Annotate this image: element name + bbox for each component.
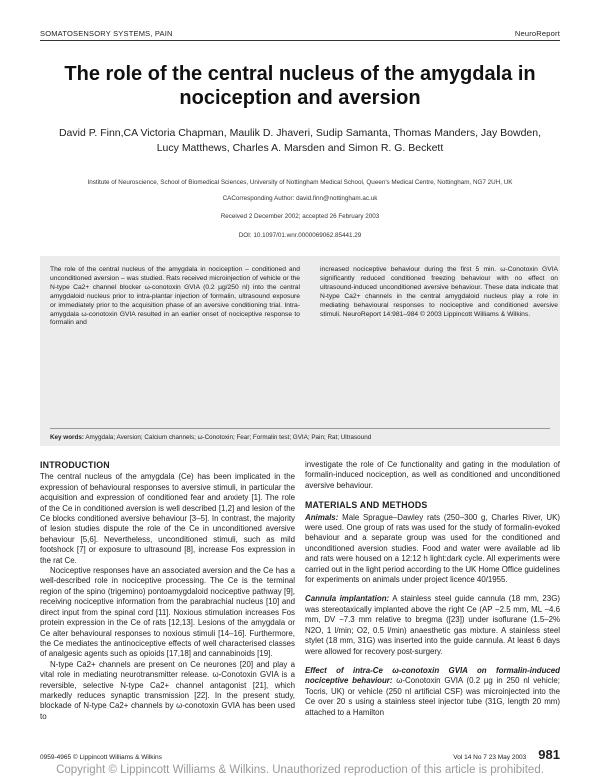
affiliation: Institute of Neuroscience, School of Biomedical Sciences, University of Nottingham Medical School, Queen's Medical Centre, Nottingham, NG7 2UH, UK xyxy=(87,179,513,186)
author-list xyxy=(50,126,550,156)
running-header xyxy=(40,29,560,38)
author-line-2: Lucy Matthews, Charles A. Marsden and Simon R. G. Beckett xyxy=(156,142,444,154)
received-dates: Received 2 December 2002; accepted 26 February 2003 xyxy=(220,213,380,220)
abstract-text-left: The role of the central nucleus of the amygdala in nociception – conditioned and unconditioned aversion – was studied. Rats received microinjection of vehicle or the N-type Ca2+ channel blocker ω-conotoxin GVIA (0.2 µg/250 nl) into the central amygdaloid nucleus prior to intra-plantar injection of formalin, ultrasound exposure or immediately prior to the acquisition phase of an aversive conditioning trial. Intra-amygdala ω-conotoxin GVIA resulted in an earlier onset of nociceptive response to formalin and xyxy=(50,266,300,327)
cannula-subheading: Cannula implantation: xyxy=(305,594,390,604)
keywords-list: Amygdala; Aversion; Calcium channels; ω-Conotoxin; Fear; Formalin test; GVIA; Pain; Rat; Ultrasound xyxy=(85,434,372,441)
intro-paragraph-4: investigate the role of Ce functionality and gating in the modulation of formalin-induced nociception, as well as conditioned and unconditioned aversive behaviour. xyxy=(305,460,560,490)
header-divider xyxy=(40,40,560,41)
abstract-right-column xyxy=(320,266,558,319)
page-number: 981 xyxy=(538,747,560,762)
effect-paragraph xyxy=(305,666,560,718)
abstract-text-right: increased nociceptive behaviour during the first 5 min. ω-Conotoxin GVIA significantly reduced conditioned freezing behaviour with no effect on ultrasound-induced unconditioned aversive behaviour. These data indicate that N-type Ca2+ channels in the central amygdaloid nucleus play a role in mediating behavioural responses to nociceptive and conditioned aversive stimuli. NeuroReport 14:981–984 © 2003 Lippincott Williams & Wilkins. xyxy=(320,266,558,318)
keywords-label: Key words: xyxy=(50,434,84,441)
effect-text: ω-Conotoxin GVIA (0.2 µg in 250 nl vehicle; Tocris, UK) or vehicle (250 nl artificial CSF) was microinjected into the Ce over 20 s using a stainless steel injector tube (31G, length 20 mm) attached to a Hamilton xyxy=(305,676,560,717)
article-title: The role of the central nucleus of the amygdala in nociception and aversion xyxy=(64,63,536,109)
doi: DOI: 10.1097/01.wnr.0000069062.85441.29 xyxy=(238,232,362,239)
page-footer xyxy=(40,747,560,762)
corresponding-author: CACorresponding Author: david.finn@nottingham.ac.uk xyxy=(222,195,378,202)
effect-subheading: Effect of intra-Ce ω-conotoxin GVIA on formalin-induced nociceptive behaviour: xyxy=(305,665,560,686)
keywords xyxy=(50,434,550,441)
issn-copyright: 0959-4965 © Lippincott Williams & Wilkins xyxy=(40,754,162,761)
abstract-box xyxy=(40,256,560,446)
intro-paragraph-3: N-type Ca2+ channels are present on Ce neurones [20] and play a vital role in mediating neurotransmitter release. ω-Conotoxin GVIA is a reversible, selective N-type Ca2+ channel antagonist [21], which markedly reduces synaptic transmission [22]. In the present study, blockade of N-type Ca2+ channels by ω-conotoxin GVIA has been used to xyxy=(40,659,295,721)
cannula-text: A stainless steel guide cannula (18 mm, 23G) was stereotaxically implanted above the right Ce (AP −2.5 mm, ML −4.6 mm, DV −7.3 mm relative to bregma ([23]) under isoflurane (1.5–2% N2O, 1 l/min; O2, 0.5 l/min) anaesthetic gas mixture. A stainless steel stylet (18 mm, 31G) was inserted into the guide cannula. At least 6 days were allowed for recovery post-surgery. xyxy=(305,594,560,656)
keywords-divider xyxy=(50,428,550,429)
abstract-left-column xyxy=(50,266,300,328)
intro-paragraph-1: The central nucleus of the amygdala (Ce) has been implicated in the expression of behavioural responses to aversive stimuli, in particular the acquisition and expression of conditioned fear and anxiety [1]. The role of the Ce in conditioned aversion is well described [1,2] and lesion of the Ce blocks conditioned aversive behaviour [3–5]. In contrast, the majority of lesion studies dispute the role of the Ce in unconditioned aversive behaviour [5,6]. Nevertheless, unconditioned stimuli, such as mild footshock [7] or exposure to ultrasound [8], increase Fos expression in the rat Ce. xyxy=(40,472,295,565)
animals-subheading: Animals: xyxy=(305,512,339,522)
body-left-column xyxy=(40,460,295,722)
section-label: SOMATOSENSORY SYSTEMS, PAIN xyxy=(40,29,173,38)
body-right-column xyxy=(305,460,560,718)
methods-heading: MATERIALS AND METHODS xyxy=(305,500,428,511)
animals-text: Male Sprague–Dawley rats (250–300 g, Charles River, UK) were used. One group of rats was used for the study of formalin-evoked behaviour and a separate group was used for the conditioned and unconditioned aversion studies. Food and water were available ad lib and rats were housed on a 12:12 h light:dark cycle. All experiments were carried out in the light period according to the UK Home Office guidelines for experiments on animals under project licence 40/1955. xyxy=(305,512,560,585)
copyright-notice: Copyright © Lippincott Williams & Wilkins. Unauthorized reproduction of this article is prohibited. xyxy=(56,764,544,776)
author-line-1: David P. Finn,CA Victoria Chapman, Maulik D. Jhaveri, Sudip Samanta, Thomas Manders, Jay Bowden, xyxy=(58,127,542,139)
journal-name: NeuroReport xyxy=(514,29,560,38)
introduction-heading: INTRODUCTION xyxy=(40,460,110,470)
animals-paragraph xyxy=(305,513,560,586)
cannula-paragraph xyxy=(305,594,560,656)
intro-paragraph-2: Nociceptive responses have an associated aversion and the Ce has a well-described role in nociceptive processing. The Ce is the terminal region of the spino (trigemino) pontoamygdaloid nociceptive pathway [9], receiving nociceptive information from the parabrachial nucleus [10] and direct input from the spinal cord [11]. Noxious stimulation increases Fos protein expression in the Ce of rats [12,13]. Lesions of the amygdala or Ce alter behavioural responses to noxious stimuli [14–16]. Furthermore, the Ce mediates the antinociceptive effects of well characterised classes of analgesic agents such as opioids [17,18] and cannabinoids [19]. xyxy=(40,566,295,659)
issue-info: Vol 14 No 7 23 May 2003 xyxy=(453,754,527,761)
